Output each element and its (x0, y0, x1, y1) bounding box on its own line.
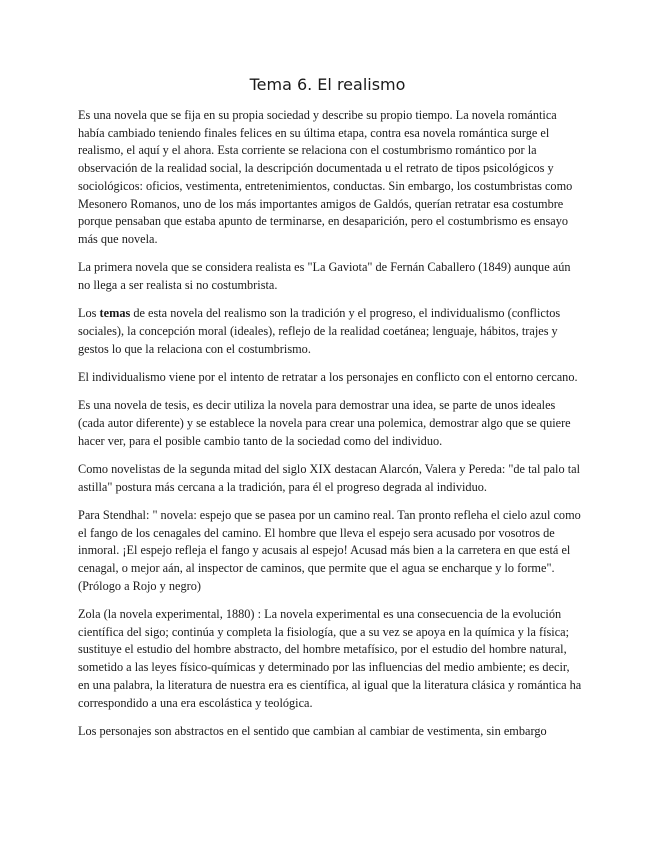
paragraph-1: Es una novela que se fija en su propia sociedad y describe su propio tiempo. La novela romántica había cambiado teniendo finales felices en su última etapa, contra esa novela romántica surge el realismo, el aquí y el ahora. Esta corriente se relaciona con el costumbrismo romántico por la observación de la realidad social, la descripción documentada u el retrato de tipos psicológicos y sociológicos: oficios, vestimenta, entretenimientos, conductas. Sin embargo, los costumbristas como Mesonero Romanos, uno de los más importantes amigos de Galdós, querían retratar esa costumbre porque pensaban que estaba apunto de terminarse, en desaparición, pero el costumbrismo es ensayo más que novela. (78, 108, 573, 246)
paragraph-5: Es una novela de tesis, es decir utiliza la novela para demostrar una idea, se parte de unos ideales (cada autor diferente) y se establece la novela para crear una polemica, demostrar algo que se quiere hacer ver, para el posible cambio tanto de la sociedad como del individuo. (78, 398, 571, 448)
page-title: Tema 6. El realismo (249, 75, 406, 94)
document-body (78, 107, 582, 751)
paragraph-3-text-before: Los (78, 306, 100, 321)
paragraph-4: El individualismo viene por el intento de retratar a los personajes en conflicto con el entorno cercano. (78, 369, 578, 384)
paragraph-8: Zola (la novela experimental, 1880) : La novela experimental es una consecuencia de la evolución científica del sigo; continúa y completa la fisiología, que a su vez se apoya en la química y la física; sustituye el estudio del hombre abstracto, del hombre metafísico, por el estudio del hombre natural, sometido a las leyes físico-químicas y determinado por las influencias del medio ambiente; es decir, en una palabra, la literatura de nuestra era es científica, al igual que la literatura clásica y romántica ha correspondido a una era escolástica y teológica. (78, 607, 582, 710)
paragraph-9: Los personajes son abstractos en el sentido que cambian al cambiar de vestimenta, sin embargo (78, 723, 547, 738)
paragraph-2: La primera novela que se considera realista es "La Gaviota" de Fernán Caballero (1849) aunque aún no llega a ser realista si no costumbrista. (78, 260, 571, 292)
paragraph-3 (78, 305, 582, 358)
paragraph-3-text-after: de esta novela del realismo son la tradición y el progreso, el individualismo (conflictos sociales), la concepción moral (ideales), reflejo de la realidad coetánea; lenguaje, hábitos, trajes y gestos lo que la relaciona con el costumbrismo. (78, 306, 561, 356)
paragraph-7: Para Stendhal: " novela: espejo que se pasea por un camino real. Tan pronto refleha el cielo azul como el fango de los cenagales del camino. El hombre que lleva el espejo sera acusado por vosotros de inmoral. ¡El espejo refleja el fango y acusais al espejo! Acusad más bien a la carretera en que está el cenagal, o mejor aán, al inspector de caminos, que permite que el agua se encharque y lo forme". (Prólogo a Rojo y negro) (78, 507, 581, 593)
paragraph-3-bold-term: temas (99, 306, 131, 321)
paragraph-6: Como novelistas de la segunda mitad del siglo XIX destacan Alarcón, Valera y Pereda: "de tal palo tal astilla" postura más cercana a la tradición, para él el progreso degrada al individuo. (78, 461, 580, 494)
